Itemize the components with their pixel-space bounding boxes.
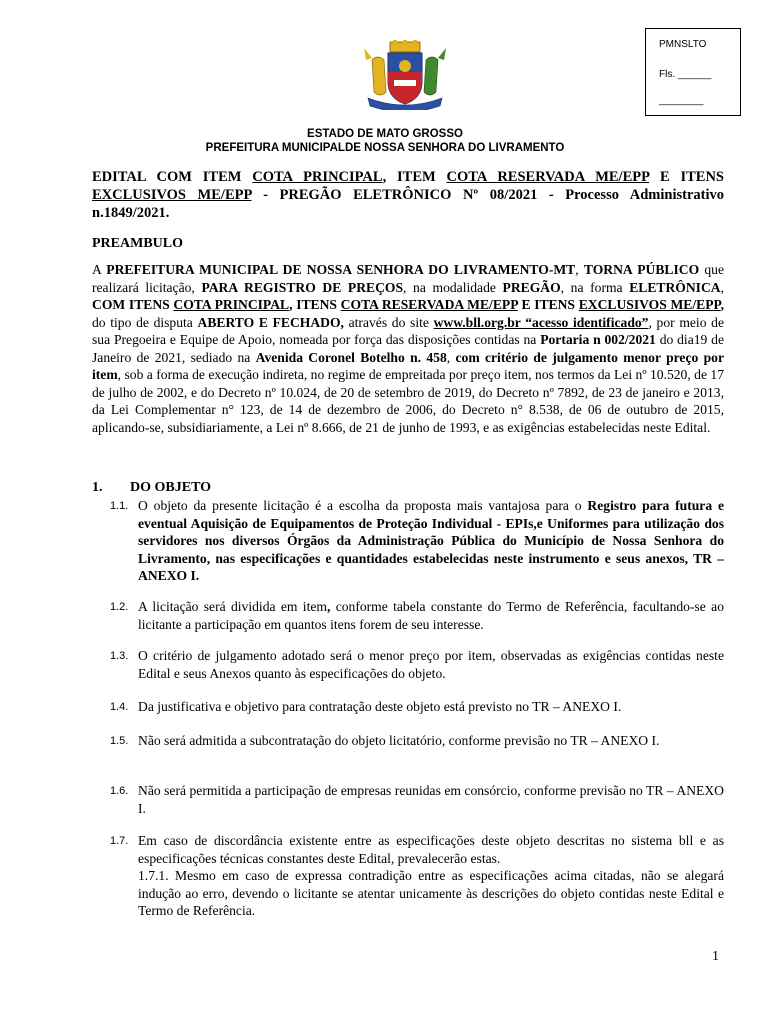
item-1-1: 1.1. O objeto da presente licitação é a escolha da proposta mais vantajosa para o Registro para futura e eventual Aquisição de Equipamentos de Proteção Individual - EPIs,e Uniformes para utilização dos servidores nos diversos Órgãos da Administração Pública do Município de Nossa Senhora do Livramento, nas especificações e quantidades estabelecidas neste instrumento e seus anexos, TR – ANEXO I. bbox=[110, 498, 725, 583]
state-name: ESTADO DE MATO GROSSO bbox=[307, 128, 463, 140]
item-1-7-1: 1.7.1. Mesmo em caso de expressa contradição entre as especificações acima citadas, não se alegará indução ao erro, devendo o licitante se atentar unicamente às descrições do objeto contidas neste Edital e Termo de Referência. bbox=[138, 868, 724, 918]
section-1-heading: 1. DO OBJETO bbox=[92, 480, 212, 495]
stamp-fls: Fls. ______ bbox=[659, 69, 712, 80]
item-1-2: 1.2. A licitação será dividida em item, conforme tabela constante do Termo de Referência, facultando-se ao licitante a participação em quantos itens forem de seu interesse. bbox=[110, 599, 724, 632]
document-title: EDITAL COM ITEM COTA PRINCIPAL, ITEM COTA RESERVADA ME/EPP E ITENS EXCLUSIVOS ME/EPP - PREGÃO ELETRÔNICO Nº 08/2021 - Processo Administrativo n.1849/2021. bbox=[92, 169, 724, 221]
item-1-4: 1.4. Da justificativa e objetivo para contratação deste objeto está previsto no TR – ANEXO I. bbox=[110, 699, 622, 714]
item-1-3: 1.3. O critério de julgamento adotado será o menor preço por item, observadas as exigências contidas neste Edital e seus Anexos quanto às especificações do objeto. bbox=[110, 648, 724, 681]
page-number: 1 bbox=[712, 949, 719, 964]
preamble-paragraph: A PREFEITURA MUNICIPAL DE NOSSA SENHORA DO LIVRAMENTO-MT, TORNA PÚBLICO que realizará licitação, PARA REGISTRO DE PREÇOS, na modalidade PREGÃO, na forma ELETRÔNICA, COM ITENS COTA PRINCIPAL, ITENS COTA RESERVADA ME/EPP E ITENS EXCLUSIVOS ME/EPP, do tipo de disputa ABERTO E FECHADO, através do site www.bll.org.br “acesso identificado”, por meio de sua Pregoeira e Equipe de Apoio, nomeada por força das disposições contidas na Portaria n 002/2021 do dia19 de Janeiro de 2021, sediado na Avenida Coronel Botelho n. 458, com critério de julgamento menor preço por item, sob a forma de execução indireta, no regime de empreitada por preço item, nos termos da Lei nº 10.520, de 17 de julho de 2002, e do Decreto nº 10.024, de 20 de setembro de 2019, do Decreto nº 7892, de 23 de janeiro e 2013, da Lei Complementar n° 123, de 14 de dezembro de 2006, do Decreto n° 8.538, de 06 de outubro de 2015, aplicando-se, subsidiariamente, a Lei nº 8.666, de 21 de junho de 1993, e as exigências estabelecidas neste Edital. bbox=[92, 262, 725, 435]
item-1-6: 1.6. Não será permitida a participação de empresas reunidas em consórcio, conforme previsão no TR – ANEXO I. bbox=[110, 783, 724, 816]
stamp-code: PMNSLTO bbox=[659, 39, 707, 50]
stamp-line: ________ bbox=[659, 95, 704, 106]
item-1-5: 1.5. Não será admitida a subcontratação do objeto licitatório, conforme previsão no TR – ANEXO I. bbox=[110, 733, 660, 748]
municipal-coat-of-arms-icon bbox=[350, 40, 460, 110]
prefecture-name: PREFEITURA MUNICIPALDE NOSSA SENHORA DO LIVRAMENTO bbox=[205, 142, 565, 154]
protocol-stamp-box bbox=[645, 28, 741, 116]
item-1-7: 1.7. Em caso de discordância existente entre as especificações deste objeto descritas no sistema bll e as especificações técnicas constantes deste Edital, prevalecerão estas. 1.7.1. Mesmo em caso de expressa contradição entre as especificações acima citadas, não se alegará indução ao erro, devendo o licitante se atentar unicamente às descrições do objeto contidas neste Edital e Termo de Referência. bbox=[110, 833, 724, 918]
preamble-heading: PREAMBULO bbox=[92, 236, 183, 251]
bll-site-link[interactable]: www.bll.org.br bbox=[433, 314, 521, 330]
